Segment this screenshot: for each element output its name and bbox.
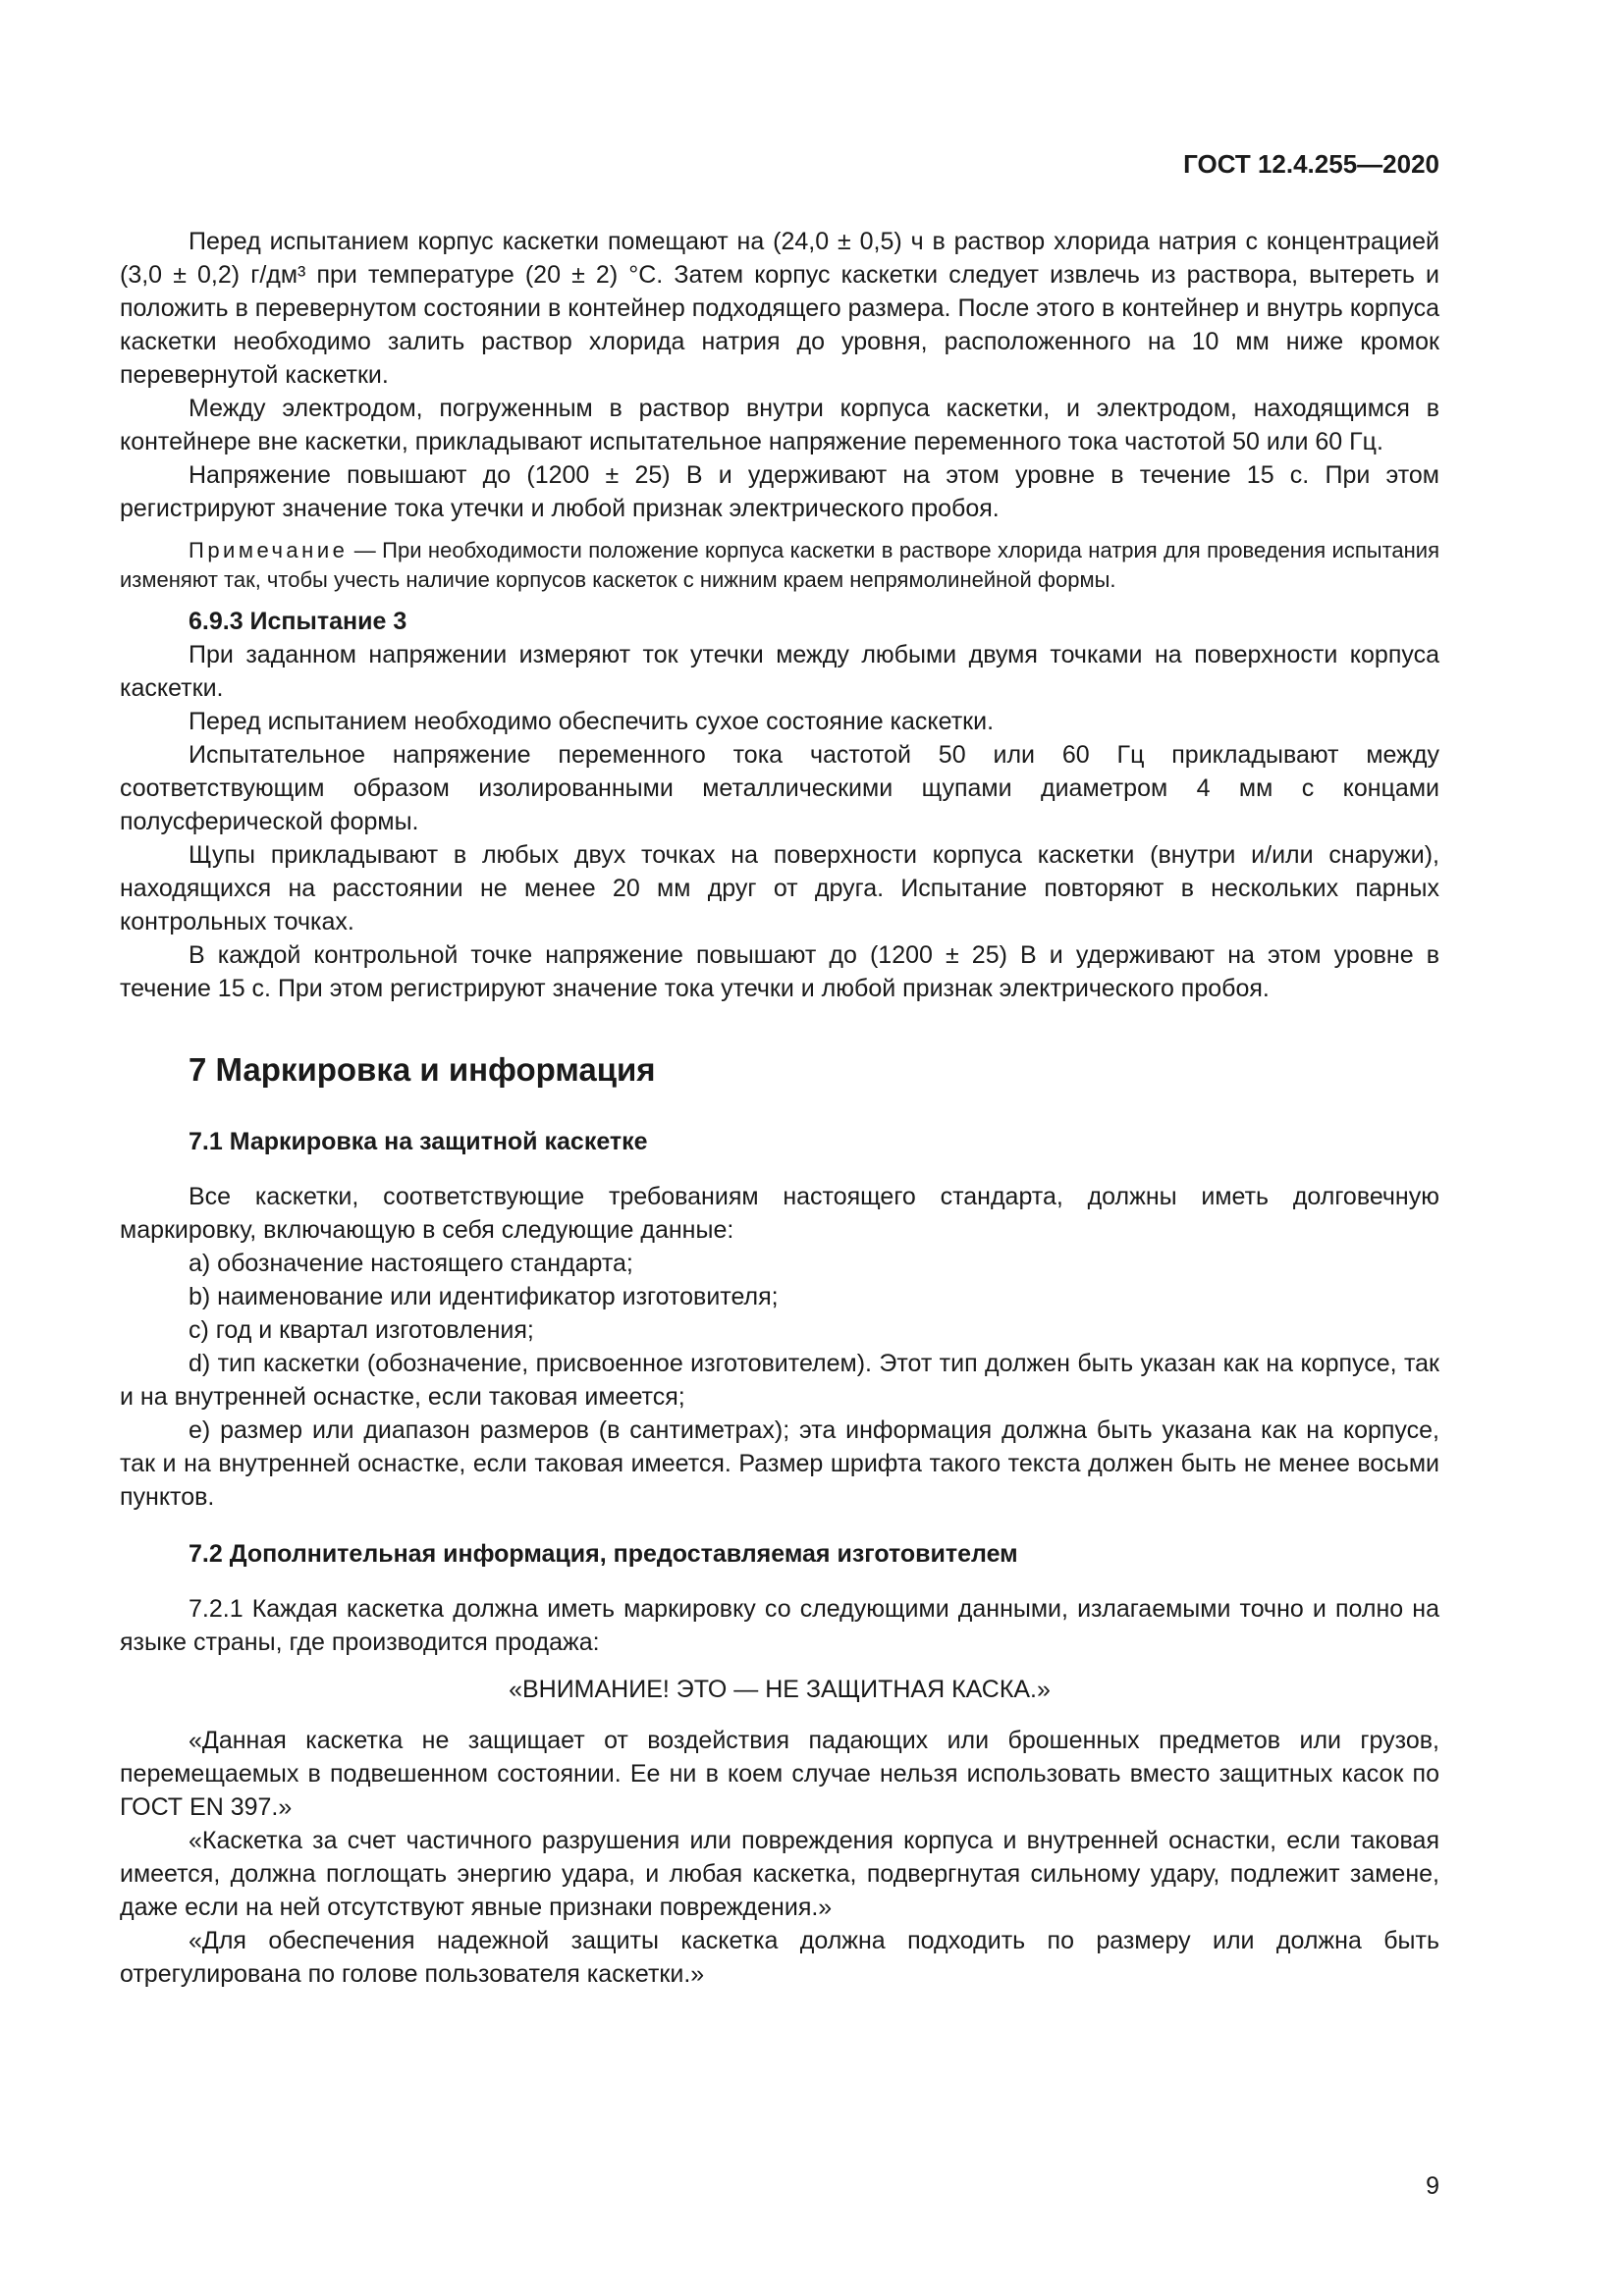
page-content	[120, 225, 1439, 1991]
note-text: — При необходимости положение корпуса каскетки в растворе хлорида натрия для проведения испытания изменяют так, чтобы учесть наличие корпусов каскеток с нижним краем непрямолинейной формы.	[120, 538, 1439, 592]
paragraph: При заданном напряжении измеряют ток утечки между любыми двумя точками на поверхности корпуса каскетки.	[120, 641, 1439, 702]
quote-paragraph: «Для обеспечения надежной защиты каскетка должна подходить по размеру или должна быть отрегулирована по голове пользователя каскетки.»	[120, 1927, 1439, 1988]
paragraph: Щупы прикладывают в любых двух точках на поверхности корпуса каскетки (внутри и/или снаружи), находящихся на расстоянии не менее 20 мм друг от друга. Испытание повторяют в нескольких парных контрольных точках.	[120, 841, 1439, 935]
quote-paragraph: «Данная каскетка не защищает от воздействия падающих или брошенных предметов или грузов, перемещаемых в подвешенном состоянии. Ее ни в коем случае нельзя использовать вместо защитных касок по ГОСТ EN 397.»	[120, 1727, 1439, 1821]
note	[120, 536, 1439, 595]
list-item: b) наименование или идентификатор изготовителя;	[189, 1283, 779, 1310]
paragraph: 7.2.1 Каждая каскетка должна иметь маркировку со следующими данными, излагаемыми точно и полно на языке страны, где производится продажа:	[120, 1595, 1439, 1656]
list-item: e) размер или диапазон размеров (в сантиметрах); эта информация должна быть указана как на корпусе, так и на внутренней оснастке, если таковая имеется. Размер шрифта такого текста должен быть не менее восьми пунктов.	[120, 1416, 1439, 1511]
section-7-title: 7 Маркировка и информация	[189, 1051, 656, 1088]
warning-text: «ВНИМАНИЕ! ЭТО — НЕ ЗАЩИТНАЯ КАСКА.»	[509, 1676, 1051, 1703]
paragraph: В каждой контрольной точке напряжение повышают до (1200 ± 25) В и удерживают на этом уровне в течение 15 с. При этом регистрируют значение тока утечки и любой признак электрического пробоя.	[120, 941, 1439, 1002]
section-7-2-title: 7.2 Дополнительная информация, предоставляемая изготовителем	[189, 1540, 1018, 1568]
list-item: d) тип каскетки (обозначение, присвоенное изготовителем). Этот тип должен быть указан как на корпусе, так и на внутренней оснастке, если таковая имеется;	[120, 1350, 1439, 1411]
note-label: Примечание	[189, 538, 349, 562]
paragraph: Перед испытанием необходимо обеспечить сухое состояние каскетки.	[189, 708, 995, 735]
list-item: c) год и квартал изготовления;	[189, 1316, 534, 1344]
paragraph: Между электродом, погруженным в раствор внутри корпуса каскетки, и электродом, находящимся в контейнере вне каскетки, прикладывают испытательное напряжение переменного тока частотой 50 или 60 Гц.	[120, 395, 1439, 455]
paragraph: Все каскетки, соответствующие требованиям настоящего стандарта, должны иметь долговечную маркировку, включающую в себя следующие данные:	[120, 1183, 1439, 1244]
page-number: 9	[1426, 2172, 1439, 2200]
quote-paragraph: «Каскетка за счет частичного разрушения или повреждения корпуса и внутренней оснастки, если таковая имеется, должна поглощать энергию удара, и любая каскетка, подвергнутая сильному удару, подлежит замене, даже если на ней отсутствуют явные признаки повреждения.»	[120, 1827, 1439, 1921]
section-7-1-title: 7.1 Маркировка на защитной каскетке	[189, 1128, 648, 1155]
paragraph: Испытательное напряжение переменного тока частотой 50 или 60 Гц прикладывают между соответствующим образом изолированными металлическими щупами диаметром 4 мм с концами полусферической формы.	[120, 741, 1439, 835]
paragraph: Напряжение повышают до (1200 ± 25) В и удерживают на этом уровне в течение 15 с. При этом регистрируют значение тока утечки и любой признак электрического пробоя.	[120, 461, 1439, 522]
paragraph: Перед испытанием корпус каскетки помещают на (24,0 ± 0,5) ч в раствор хлорида натрия с концентрацией (3,0 ± 0,2) г/дм³ при температуре (20 ± 2) °С. Затем корпус каскетки следует извлечь из раствора, вытереть и положить в перевернутом состоянии в контейнер подходящего размера. После этого в контейнер и внутрь корпуса каскетки необходимо залить раствор хлорида натрия до уровня, расположенного на 10 мм ниже кромок перевернутой каскетки.	[120, 228, 1439, 389]
list-item: a) обозначение настоящего стандарта;	[189, 1250, 633, 1277]
section-6-9-3-title: 6.9.3 Испытание 3	[189, 608, 407, 635]
document-code-header: ГОСТ 12.4.255—2020	[1183, 149, 1439, 179]
